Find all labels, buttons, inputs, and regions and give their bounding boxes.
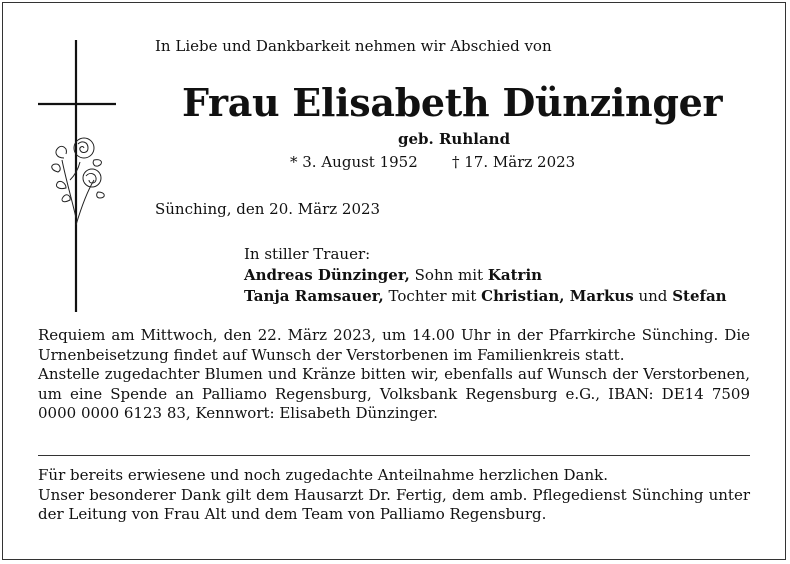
thanks-paragraph: Für bereits erwiesene und noch zugedachte Anteilnahme herzlichen Dank. bbox=[38, 466, 608, 484]
thanks-section bbox=[38, 466, 750, 525]
intro-text: In Liebe und Dankbarkeit nehmen wir Abschied von bbox=[155, 37, 552, 55]
birth-name: geb. Ruhland bbox=[398, 130, 511, 148]
mourners-title: In stiller Trauer: bbox=[244, 245, 371, 263]
section-divider bbox=[38, 455, 750, 456]
mourner-name: Tanja Ramsauer, bbox=[244, 287, 384, 305]
special-thanks-paragraph: Unser besonderer Dank gilt dem Hausarzt Dr. Fertig, dem amb. Pflegedienst Sünching unter der Leitung von Frau Alt und dem Team von Palliamo Regensburg. bbox=[38, 485, 750, 524]
death-date: † 17. März 2023 bbox=[452, 153, 576, 171]
mourner-conjunction: und bbox=[633, 287, 673, 305]
birth-date: * 3. August 1952 bbox=[290, 153, 418, 171]
place-date: Sünching, den 20. März 2023 bbox=[155, 200, 381, 218]
donation-paragraph: Anstelle zugedachter Blumen und Kränze bitten wir, ebenfalls auf Wunsch der Verstorbenen, um eine Spende an Palliamo Regensburg, Volksbank Regensburg e.G., IBAN: DE14 7509 0000 0000 6123 83, Kennwort: Elisabeth Dünzinger. bbox=[38, 365, 750, 423]
requiem-paragraph: Requiem am Mittwoch, den 22. März 2023, um 14.00 Uhr in der Pfarrkirche Sünching. Die Urnenbeisetzung findet auf Wunsch der Verstorbenen im Familienkreis statt. bbox=[38, 326, 750, 364]
cross-with-roses-icon bbox=[36, 40, 118, 312]
mourner-family: Katrin bbox=[487, 266, 543, 284]
mourner-name: Andreas Dünzinger, bbox=[244, 266, 410, 284]
mourner-family: Stefan bbox=[672, 287, 727, 305]
mourner-relation: Tochter mit bbox=[383, 287, 482, 305]
mourner-relation: Sohn mit bbox=[409, 266, 488, 284]
mourner-line bbox=[244, 266, 542, 284]
mourner-line bbox=[244, 287, 727, 305]
mourner-family: Christian, Markus bbox=[481, 287, 634, 305]
requiem-section bbox=[38, 326, 750, 424]
deceased-name: Frau Elisabeth Dünzinger bbox=[182, 80, 723, 125]
